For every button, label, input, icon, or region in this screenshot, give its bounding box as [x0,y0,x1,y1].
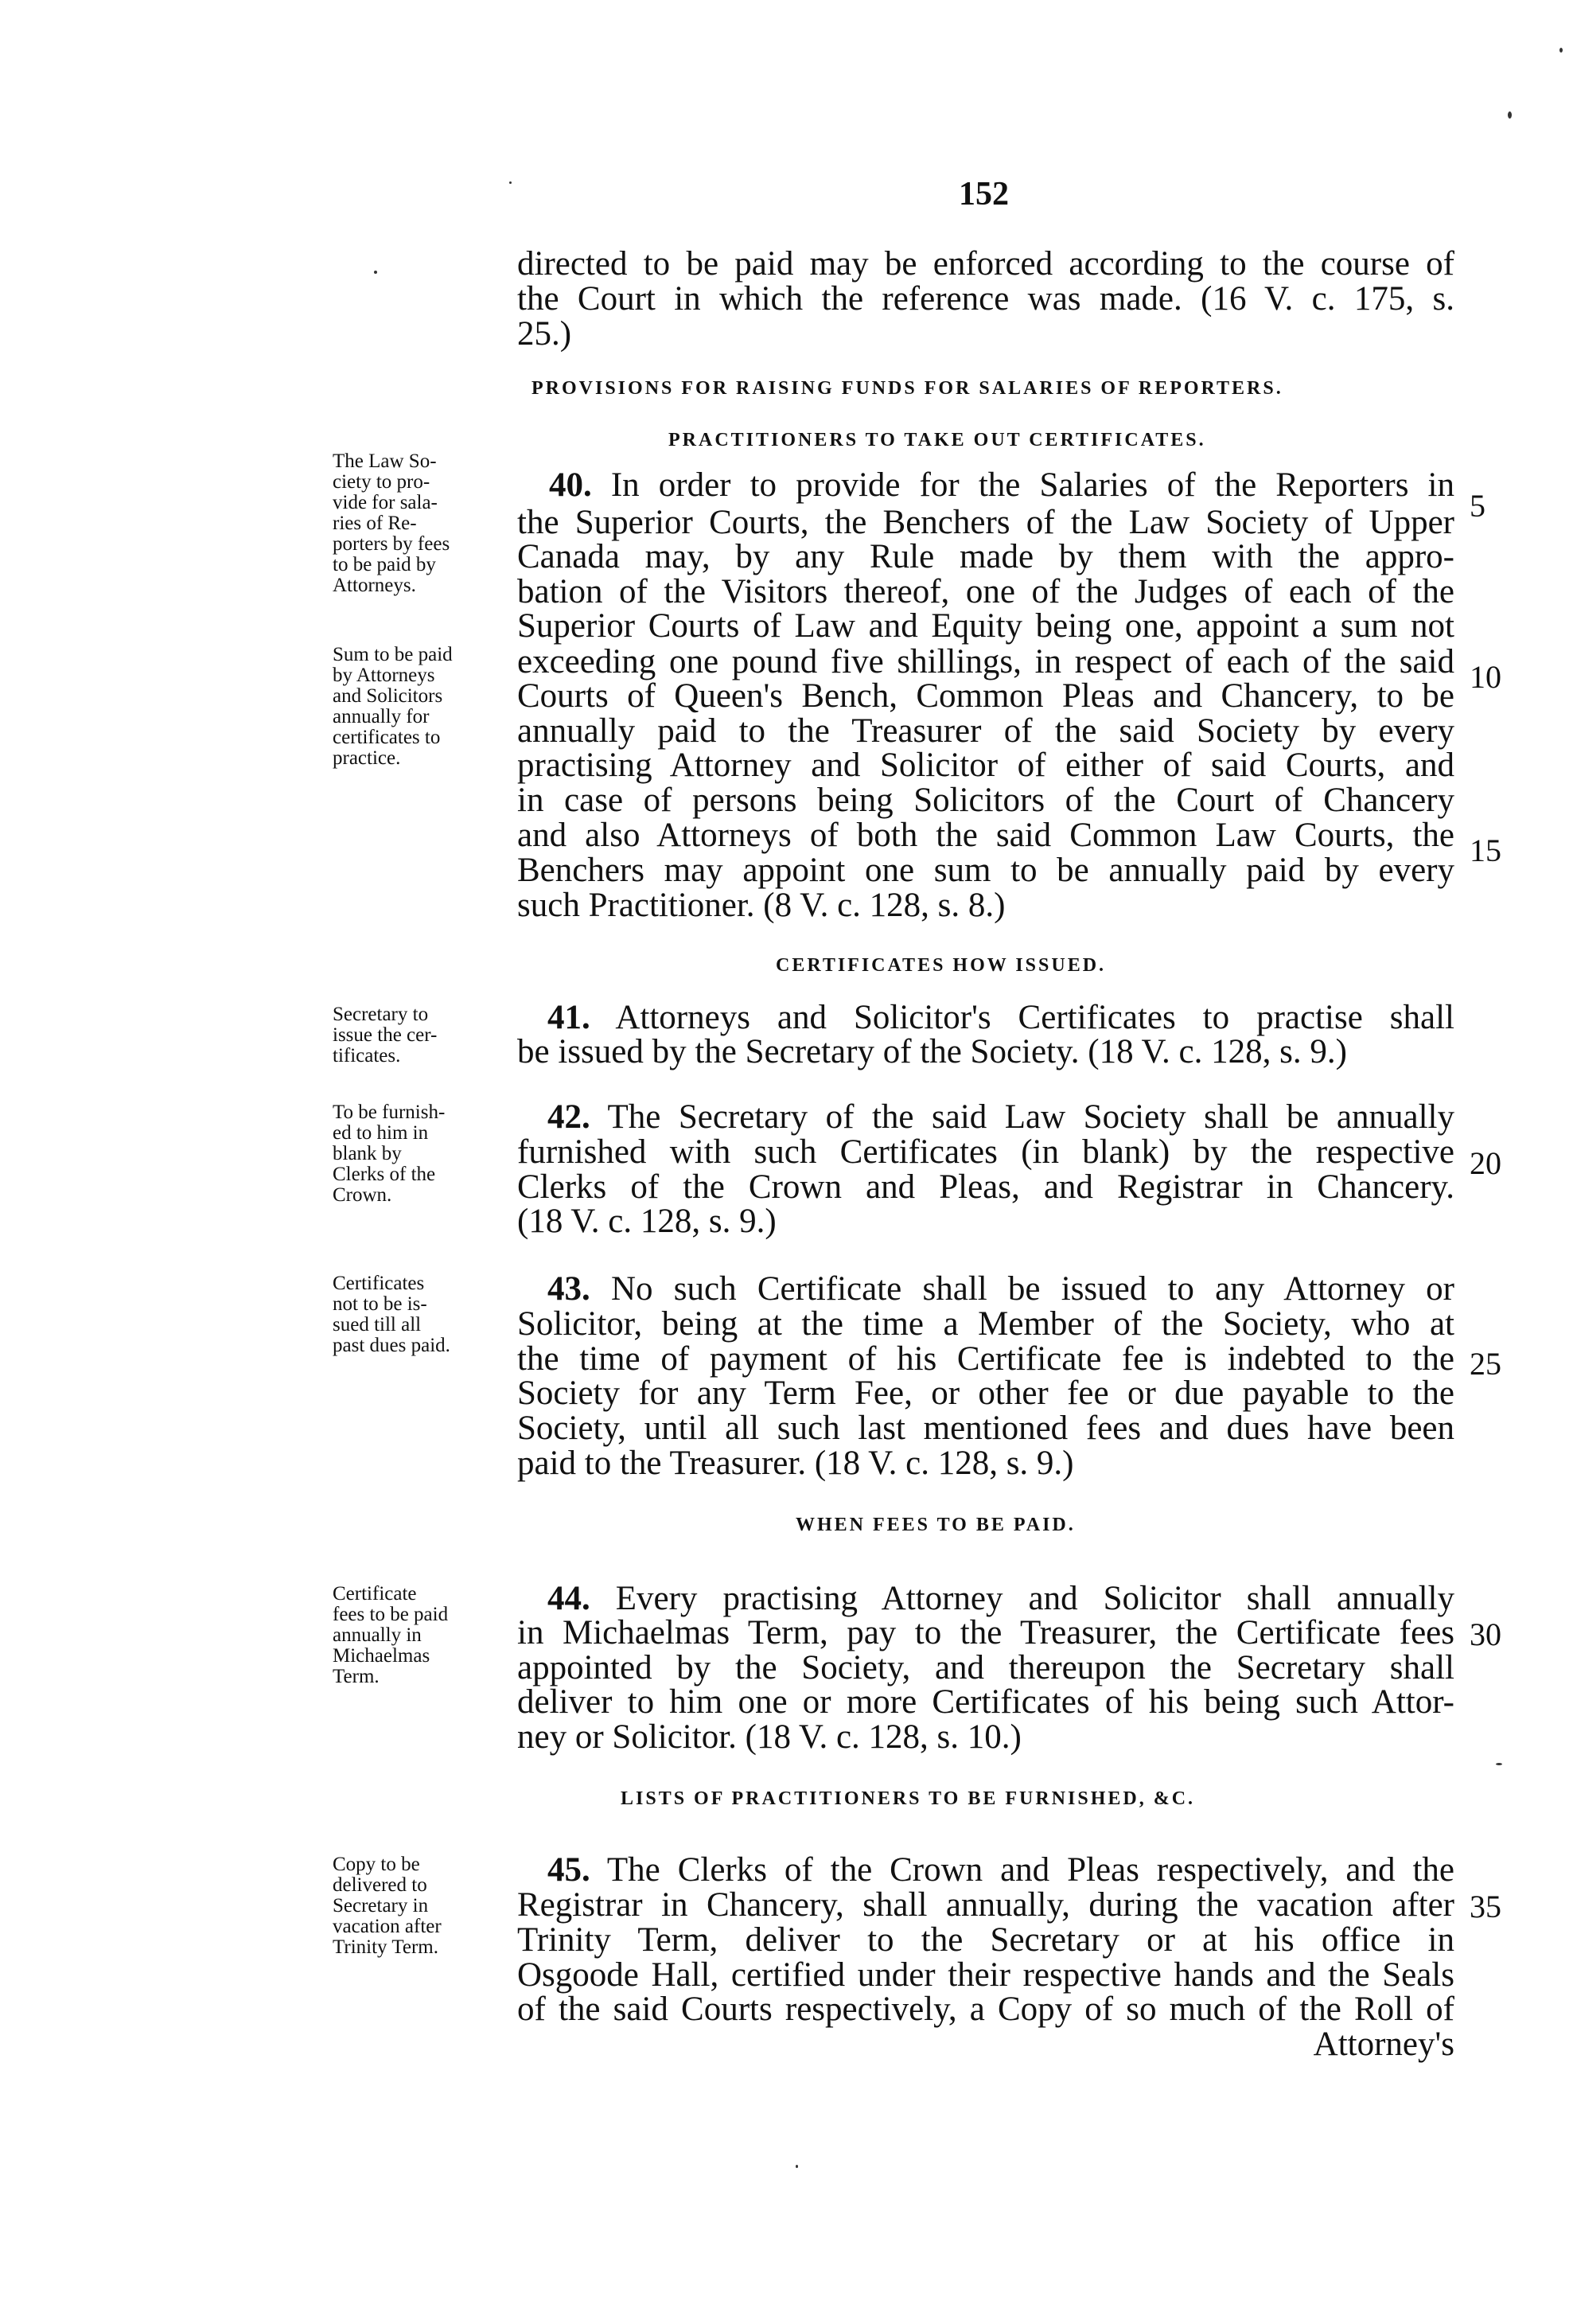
body-line: in Michaelmas Term, pay to the Treasurer, the Certificate fees [517,1614,1454,1651]
line-number: 25 [1470,1346,1501,1382]
margin-note-line: ciety to pro- [333,471,430,493]
margin-note-line: blank by [333,1143,402,1164]
margin-note-line: The Law So- [333,450,437,472]
margin-note-line: annually for [333,706,430,727]
body-line: ney or Solicitor. (18 V. c. 128, s. 10.) [517,1718,1022,1756]
margin-note-line: Clerks of the [333,1164,436,1185]
section-number: 44. [547,1580,590,1617]
body-line: furnished with such Certificates (in blank) by the respective [517,1133,1454,1171]
section-heading: LISTS OF PRACTITIONERS TO BE FURNISHED, &C. [621,1788,1196,1809]
body-line: Benchers may appoint one sum to be annually paid by every [517,852,1454,889]
margin-note-line: Crown. [333,1184,392,1206]
margin-note-line: Trinity Term. [333,1936,438,1958]
line-number: 20 [1470,1145,1501,1181]
margin-note-line: Certificate [333,1583,417,1605]
body-line: 43. No such Certificate shall be issued to any Attorney or [547,1270,1455,1308]
body-line: Canada may, by any Rule made by them with the appro- [517,538,1454,575]
section-heading: CERTIFICATES HOW ISSUED. [776,955,1107,976]
margin-note-line: Copy to be [333,1854,420,1875]
margin-note-line: delivered to [333,1874,427,1896]
body-line: Society, until all such last mentioned fees and dues have been [517,1410,1454,1447]
body-line: 44. Every practising Attorney and Solicitor shall annually [547,1580,1455,1617]
section-number: 45. [547,1851,590,1889]
scan-speck [509,181,512,184]
body-line: Clerks of the Crown and Pleas, and Registrar in Chancery. [517,1168,1454,1206]
body-line: Superior Courts of Law and Equity being one, appoint a sum not [517,607,1454,645]
margin-note-line: tificates. [333,1045,401,1066]
margin-note-line: To be furnish- [333,1102,446,1123]
body-line: the time of payment of his Certificate fee is indebted to the [517,1340,1454,1378]
line-number: 5 [1470,488,1485,524]
section-heading: PRACTITIONERS TO TAKE OUT CERTIFICATES. [668,430,1206,450]
body-line: Trinity Term, deliver to the Secretary or at his office in [517,1921,1454,1959]
margin-note-line: by Attorneys [333,665,435,686]
margin-note-line: not to be is- [333,1293,427,1315]
body-line: the Court in which the reference was made. (16 V. c. 175, s. [517,280,1454,318]
body-line: Courts of Queen's Bench, Common Pleas and Chancery, to be [517,677,1454,715]
body-line: exceeding one pound five shillings, in respect of each of the said [517,643,1454,680]
scan-speck [374,271,377,274]
scan-speck [1559,48,1563,53]
margin-note-line: porters by fees [333,533,450,555]
catchword: Attorney's [1313,2026,1454,2063]
body-line: of the said Courts respectively, a Copy of so much of the Roll of [517,1991,1454,2028]
body-line: Osgoode Hall, certified under their respective hands and the Seals [517,1956,1454,1994]
body-line: 45. The Clerks of the Crown and Pleas respectively, and the [547,1851,1454,1889]
body-line: 40. In order to provide for the Salaries of the Reporters in [549,466,1454,504]
body-line: Solicitor, being at the time a Member of the Society, who at [517,1305,1454,1343]
margin-note-line: ries of Re- [333,513,417,534]
line-number: 30 [1470,1616,1501,1652]
section-number: 43. [547,1270,590,1308]
margin-note-line: sued till all [333,1314,422,1336]
margin-note-line: to be paid by [333,554,436,575]
margin-note-line: vacation after [333,1916,442,1937]
margin-note-line: past dues paid. [333,1335,450,1356]
body-line: 42. The Secretary of the said Law Society shall be annually [547,1098,1454,1136]
section-number: 41. [547,999,590,1036]
section-number: 42. [547,1098,590,1136]
line-number: 15 [1470,833,1501,868]
margin-note-line: Michaelmas [333,1645,430,1667]
body-line: and also Attorneys of both the said Common Law Courts, the [517,817,1454,854]
body-line: such Practitioner. (8 V. c. 128, s. 8.) [517,887,1006,924]
body-line: paid to the Treasurer. (18 V. c. 128, s. 9.) [517,1445,1074,1482]
margin-note-line: certificates to [333,727,441,748]
body-line: the Superior Courts, the Benchers of the Law Society of Upper [517,504,1454,541]
body-line: (18 V. c. 128, s. 9.) [517,1203,777,1240]
margin-note-line: ed to him in [333,1122,429,1144]
section-heading: PROVISIONS FOR RAISING FUNDS FOR SALARIES OF REPORTERS. [531,378,1283,399]
body-line: practising Attorney and Solicitor of either of said Courts, and [517,747,1454,784]
scan-speck [1496,1763,1502,1765]
margin-note-line: Certificates [333,1273,425,1294]
scan-speck [1508,111,1512,119]
margin-note-line: fees to be paid [333,1604,449,1625]
body-line: be issued by the Secretary of the Society. (18 V. c. 128, s. 9.) [517,1033,1347,1070]
body-line: 25.) [517,315,572,353]
body-line: directed to be paid may be enforced according to the course of [517,245,1454,283]
margin-note-line: Secretary in [333,1895,429,1917]
section-number: 40. [549,466,592,504]
body-line: appointed by the Society, and thereupon the Secretary shall [517,1649,1454,1686]
body-line: 41. Attorneys and Solicitor's Certificates to practise shall [547,999,1454,1036]
scan-speck [796,2165,798,2168]
margin-note-line: and Solicitors [333,685,443,707]
line-number: 35 [1470,1889,1501,1924]
margin-note-line: Secretary to [333,1004,429,1025]
margin-note-line: Term. [333,1666,380,1687]
margin-note-line: practice. [333,747,401,769]
body-line: annually paid to the Treasurer of the said Society by every [517,712,1454,750]
section-heading: WHEN FEES TO BE PAID. [796,1515,1076,1535]
body-line: deliver to him one or more Certificates of his being such Attor- [517,1683,1454,1721]
margin-note-line: annually in [333,1624,422,1646]
body-line: Society for any Term Fee, or other fee or due payable to the [517,1375,1454,1412]
margin-note-line: vide for sala- [333,492,438,513]
body-line: in case of persons being Solicitors of the Court of Chancery [517,782,1454,819]
line-number: 10 [1470,659,1501,695]
page-number: 152 [959,176,1009,213]
margin-note-line: issue the cer- [333,1024,438,1046]
body-line: Registrar in Chancery, shall annually, during the vacation after [517,1886,1454,1924]
body-line: bation of the Visitors thereof, one of the Judges of each of the [517,573,1454,610]
margin-note-line: Attorneys. [333,575,416,596]
margin-note-line: Sum to be paid [333,644,453,665]
